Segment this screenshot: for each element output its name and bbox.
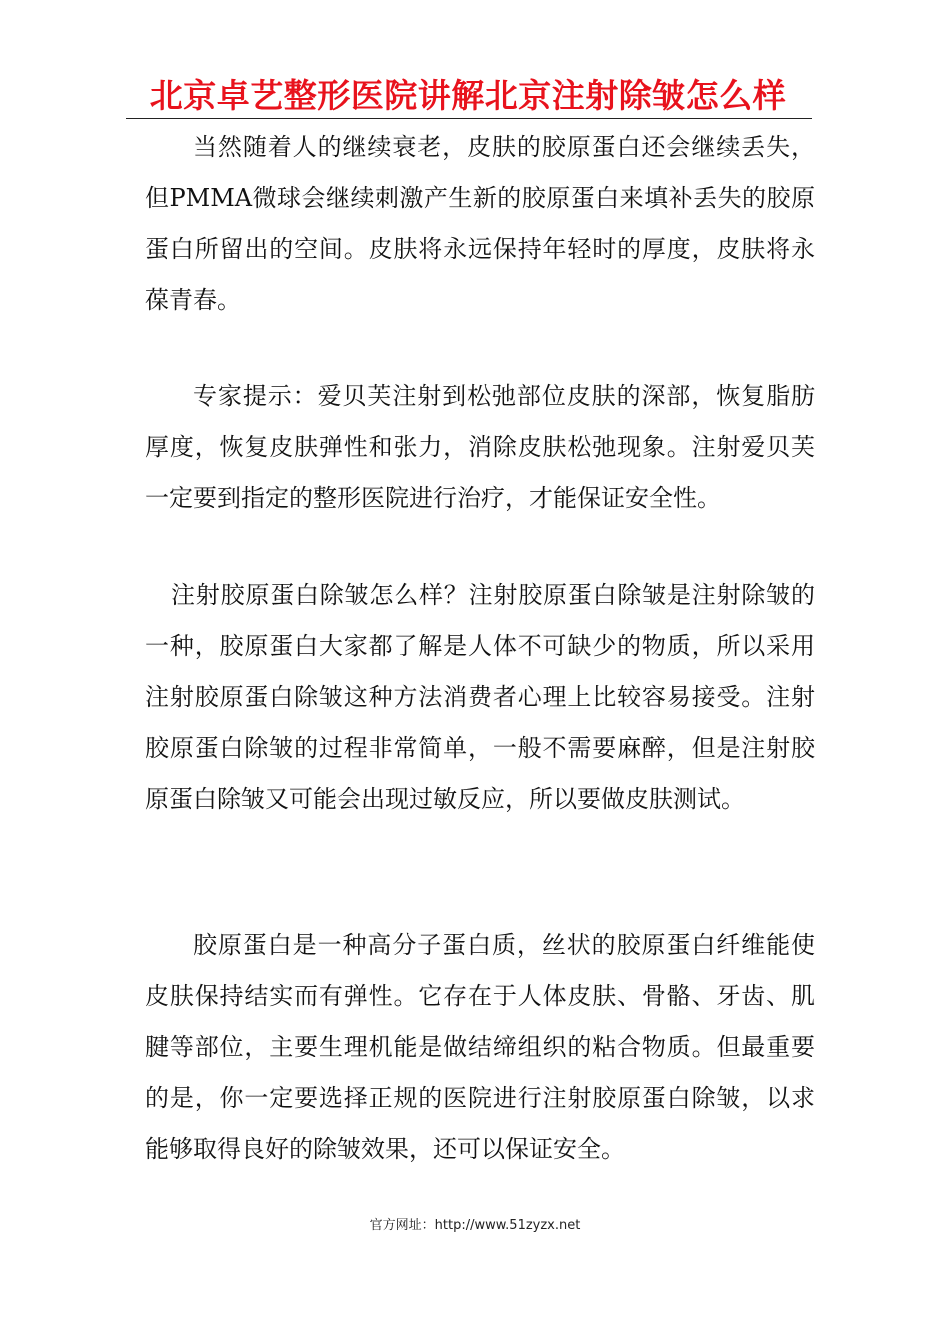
paragraph-pmma: 当然随着人的继续衰老，皮肤的胶原蛋白还会继续丢失，但PMMA微球会继续刺激产生新的胶原蛋白来填补丢失的胶原蛋白所留出的空间。皮肤将永远保持年轻时的厚度，皮肤将永葆青春。 bbox=[145, 133, 815, 314]
footer-website: 官方网址：http://www.51zyzx.net bbox=[369, 1218, 581, 1233]
paragraph-collagen-injection: 注射胶原蛋白除皱怎么样？注射胶原蛋白除皱是注射除皱的一种，胶原蛋白大家都了解是人体不可缺少的物质，所以采用注射胶原蛋白除皱这种方法消费者心理上比较容易接受。注射胶原蛋白除皱的过程非常简单，一般不需要麻醉，但是注射胶原蛋白除皱又可能会出现过敏反应，所以要做皮肤测试。 bbox=[145, 581, 815, 813]
paragraph-expert-tip: 专家提示：爱贝芙注射到松弛部位皮肤的深部，恢复脂肪厚度，恢复皮肤弹性和张力，消除皮肤松弛现象。注射爱贝芙一定要到指定的整形医院进行治疗，才能保证安全性。 bbox=[145, 382, 815, 512]
document-title: 北京卓艺整形医院讲解北京注射除皱怎么样 bbox=[149, 76, 787, 115]
paragraph-collagen-protein: 胶原蛋白是一种高分子蛋白质，丝状的胶原蛋白纤维能使皮肤保持结实而有弹性。它存在于人体皮肤、骨骼、牙齿、肌腱等部位，主要生理机能是做结缔组织的粘合物质。但最重要的是，你一定要选择正规的医院进行注射胶原蛋白除皱，以求能够取得良好的除皱效果，还可以保证安全。 bbox=[145, 931, 815, 1163]
title-underline bbox=[126, 118, 812, 119]
